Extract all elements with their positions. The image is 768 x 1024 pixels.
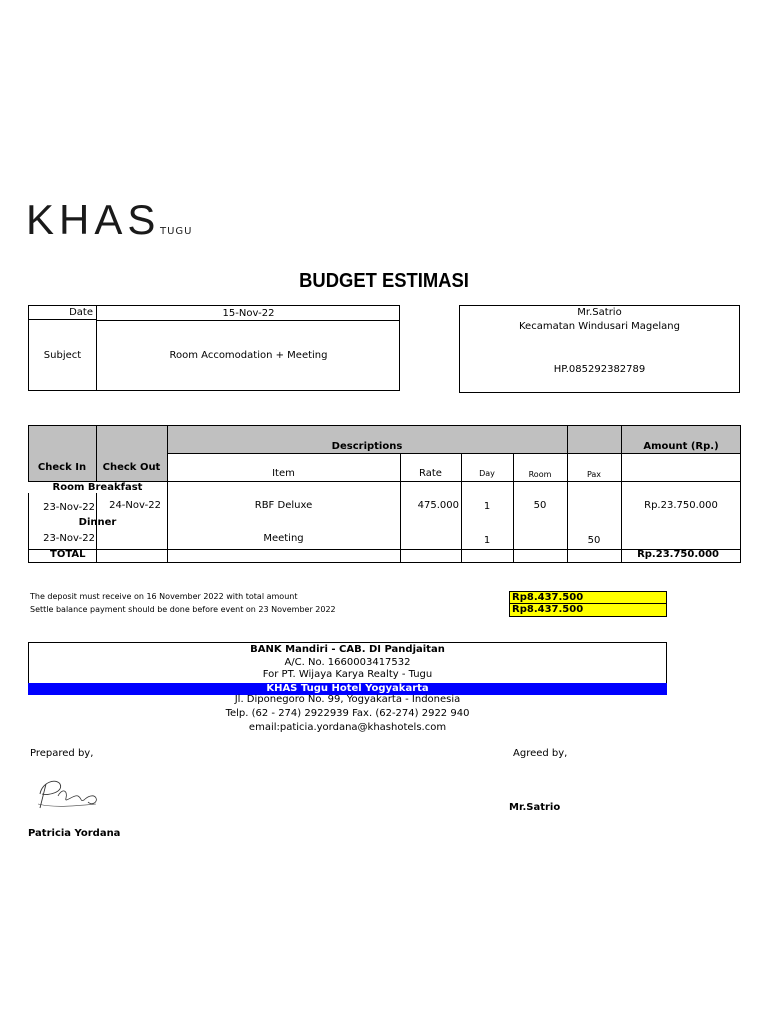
bank-name: BANK Mandiri - CAB. DI Pandjaitan bbox=[250, 644, 445, 655]
client-address: Kecamatan Windusari Magelang bbox=[519, 321, 680, 332]
budget-table bbox=[28, 425, 741, 563]
header-day: Day bbox=[479, 469, 495, 478]
row1-amount: Rp.23.750.000 bbox=[644, 500, 718, 511]
deposit-amount: Rp8.437.500 bbox=[509, 591, 667, 605]
row1-day: 1 bbox=[483, 501, 491, 512]
row1-check-out: 24-Nov-22 bbox=[109, 500, 161, 511]
date-label: Date bbox=[69, 307, 93, 318]
bank-box bbox=[28, 642, 667, 684]
total-value: Rp.23.750.000 bbox=[637, 549, 719, 560]
row2-pax: 50 bbox=[587, 535, 601, 546]
hotel-email: email:paticia.yordana@khashotels.com bbox=[248, 722, 447, 733]
page-title: BUDGET ESTIMASI bbox=[299, 270, 469, 292]
row1-rate: 475.000 bbox=[417, 500, 459, 511]
client-name: Mr.Satrio bbox=[577, 307, 622, 318]
header-check-in: Check In bbox=[37, 462, 87, 473]
header-pax: Pax bbox=[586, 470, 602, 479]
header-room: Room bbox=[528, 470, 552, 479]
date-value: 15-Nov-22 bbox=[222, 307, 275, 319]
signature-image bbox=[34, 774, 104, 814]
prepared-name: Patricia Yordana bbox=[28, 828, 121, 839]
bank-for: For PT. Wijaya Karya Realty - Tugu bbox=[262, 669, 433, 680]
date-label-cell bbox=[29, 306, 96, 320]
client-phone: HP.085292382789 bbox=[553, 364, 646, 375]
agreed-by-label: Agreed by, bbox=[513, 748, 568, 759]
info-box bbox=[28, 305, 400, 391]
header-amount: Amount (Rp.) bbox=[643, 441, 719, 452]
bank-account: A/C. No. 1660003417532 bbox=[284, 657, 411, 668]
row2-item: Meeting bbox=[263, 533, 304, 544]
row1-room: 50 bbox=[533, 500, 547, 511]
client-box bbox=[459, 305, 740, 393]
section-room-breakfast: Room Breakfast bbox=[28, 482, 167, 493]
header-rate: Rate bbox=[419, 468, 442, 479]
header-check-out: Check Out bbox=[102, 462, 161, 473]
date-value-cell bbox=[96, 306, 400, 321]
hotel-address: Jl. Diponegoro No. 99, Yogyakarta - Indonesia bbox=[234, 694, 461, 705]
row2-day: 1 bbox=[483, 535, 491, 546]
hotel-phone: Telp. (62 - 274) 2922939 Fax. (62-274) 2922 940 bbox=[225, 708, 470, 719]
row1-item: RBF Deluxe bbox=[254, 500, 313, 511]
balance-amount: Rp8.437.500 bbox=[509, 603, 667, 617]
balance-text: Settle balance payment should be done before event on 23 November 2022 bbox=[30, 605, 336, 614]
row2-check-in: 23-Nov-22 bbox=[43, 533, 95, 544]
deposit-text: The deposit must receive on 16 November 2022 with total amount bbox=[30, 592, 298, 601]
prepared-by-label: Prepared by, bbox=[30, 748, 94, 759]
subject-value-cell bbox=[96, 320, 400, 390]
subject-value: Room Accomodation + Meeting bbox=[169, 349, 328, 361]
hotel-name: KHAS Tugu Hotel Yogyakarta bbox=[266, 683, 429, 694]
subject-label-cell bbox=[29, 320, 96, 390]
total-label: TOTAL bbox=[50, 549, 86, 560]
header-descriptions: Descriptions bbox=[331, 441, 403, 452]
header-item: Item bbox=[272, 468, 295, 479]
subject-label: Subject bbox=[43, 349, 82, 361]
agreed-name: Mr.Satrio bbox=[509, 802, 561, 813]
logo-subtitle: TUGU bbox=[160, 226, 193, 237]
row1-check-in: 23-Nov-22 bbox=[43, 502, 95, 513]
khas-logo: KHAS bbox=[26, 196, 161, 243]
section-dinner: Dinner bbox=[78, 517, 117, 528]
